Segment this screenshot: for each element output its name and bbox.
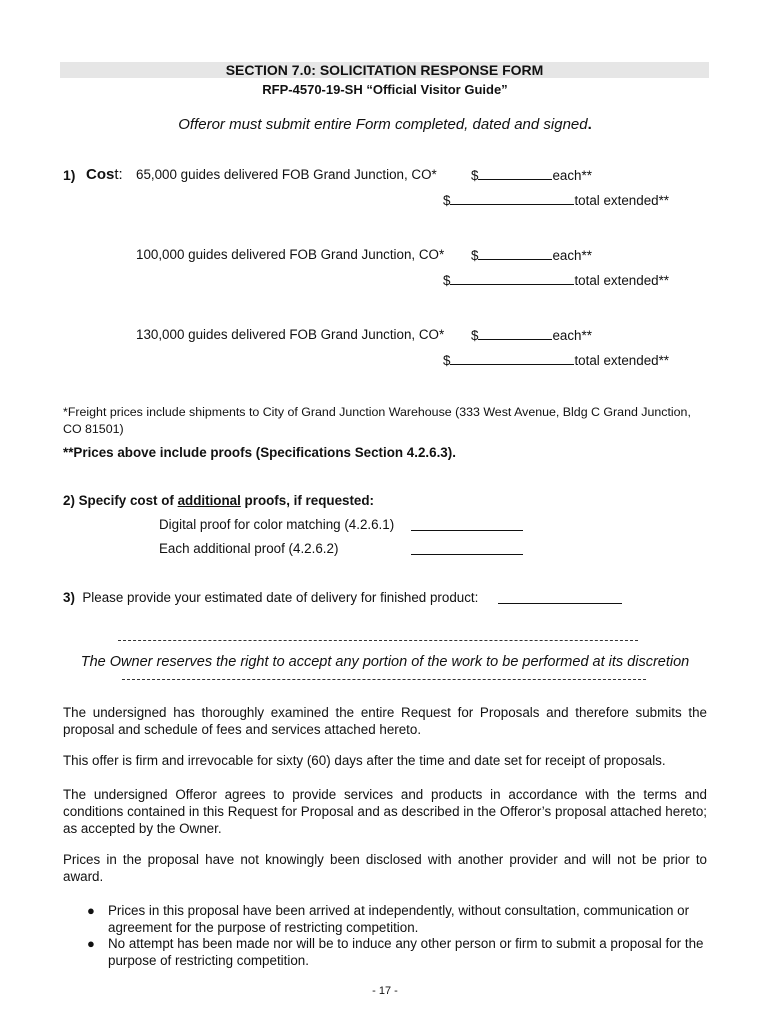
proofs-note: **Prices above include proofs (Specifications Section 4.2.6.3). — [63, 445, 456, 460]
cost-item-1-each[interactable] — [471, 167, 592, 183]
cost-item-2-each[interactable] — [471, 247, 592, 263]
freight-note: *Freight prices include shipments to City of Grand Junction Warehouse (333 West Avenue, Bldg C Grand Junction, CO 81501) — [63, 405, 691, 436]
each-suffix: each** — [552, 248, 592, 263]
cost-item-1-desc: 65,000 guides delivered FOB Grand Junction, CO* — [136, 167, 437, 182]
proofs-heading-underlined: additional — [177, 493, 241, 508]
each-prefix: $ — [471, 248, 479, 263]
rfp-title: RFP-4570-19-SH “Official Visitor Guide” — [262, 82, 508, 97]
delivery-text: Please provide your estimated date of delivery for finished product: — [82, 590, 479, 605]
digital-proof-blank[interactable] — [411, 518, 523, 531]
cost-item-3-desc: 130,000 guides delivered FOB Grand Junction, CO* — [136, 327, 445, 342]
each-prefix: $ — [471, 328, 479, 343]
each-blank[interactable] — [478, 327, 552, 340]
instruction — [0, 116, 770, 133]
section-title: SECTION 7.0: SOLICITATION RESPONSE FORM — [60, 62, 709, 78]
cost-item-3-total[interactable] — [443, 352, 669, 368]
instruction-period: . — [587, 116, 592, 133]
total-prefix: $ — [443, 193, 451, 208]
delivery-date-blank[interactable] — [498, 591, 622, 604]
top-dashed-rule — [118, 640, 638, 641]
bullet-marker: ● — [87, 936, 95, 951]
total-suffix: total extended** — [574, 353, 670, 368]
bullet-independent-prices: Prices in this proposal have been arrived at independently, without consultation, communication or agreement for the purpose of restricting competition. — [108, 903, 690, 935]
each-prefix: $ — [471, 168, 479, 183]
each-blank[interactable] — [478, 167, 552, 180]
each-suffix: each** — [552, 328, 592, 343]
cost-label-rest: t: — [114, 166, 123, 183]
total-suffix: total extended** — [574, 193, 670, 208]
paragraph-firm-offer: This offer is firm and irrevocable for sixty (60) days after the time and date set for receipt of proposals. — [63, 753, 666, 768]
proofs-heading-post: proofs, if requested: — [240, 493, 375, 508]
instruction-text: Offeror must submit entire Form completed, dated and signed — [178, 116, 588, 133]
cost-item-3-each[interactable] — [471, 327, 592, 343]
bullet-no-inducement: No attempt has been made nor will be to induce any other person or firm to submit a proposal for the purpose of restricting competition. — [108, 936, 704, 968]
total-prefix: $ — [443, 273, 451, 288]
additional-proof-blank[interactable] — [411, 542, 523, 555]
cost-item-2-total[interactable] — [443, 272, 669, 288]
cost-label — [86, 166, 123, 183]
cost-item-1-total[interactable] — [443, 192, 669, 208]
owner-statement: The Owner reserves the right to accept any portion of the work to be performed at its discretion — [80, 654, 690, 670]
paragraph-prices-disclosure: Prices in the proposal have not knowingly been disclosed with another provider and will not be prior to award. — [63, 852, 707, 884]
delivery-question — [63, 590, 478, 605]
total-blank[interactable] — [450, 272, 574, 285]
cost-number: 1) — [63, 167, 76, 183]
total-prefix: $ — [443, 353, 451, 368]
paragraph-agreement: The undersigned Offeror agrees to provide services and products in accordance with the terms and conditions contained in this Request for Proposal and as described in the Offeror’s proposal attached hereto; as accepted by the Owner. — [63, 787, 707, 836]
total-blank[interactable] — [450, 192, 574, 205]
bullet-marker: ● — [87, 903, 95, 918]
digital-proof-label: Digital proof for color matching (4.2.6.1) — [159, 517, 395, 532]
proofs-heading — [63, 493, 374, 508]
each-suffix: each** — [552, 168, 592, 183]
proofs-heading-pre: 2) Specify cost of — [63, 493, 178, 508]
total-suffix: total extended** — [574, 273, 670, 288]
cost-label-bold: Cos — [86, 166, 115, 183]
each-blank[interactable] — [478, 247, 552, 260]
cost-item-2-desc: 100,000 guides delivered FOB Grand Junction, CO* — [136, 247, 445, 262]
paragraph-examined: The undersigned has thoroughly examined the entire Request for Proposals and therefore submits the proposal and schedule of fees and services attached hereto. — [63, 705, 707, 737]
total-blank[interactable] — [450, 352, 574, 365]
page-number: - 17 - — [372, 985, 398, 997]
delivery-number: 3) — [63, 590, 75, 605]
bottom-dashed-rule — [122, 679, 646, 680]
additional-proof-label: Each additional proof (4.2.6.2) — [159, 541, 339, 556]
